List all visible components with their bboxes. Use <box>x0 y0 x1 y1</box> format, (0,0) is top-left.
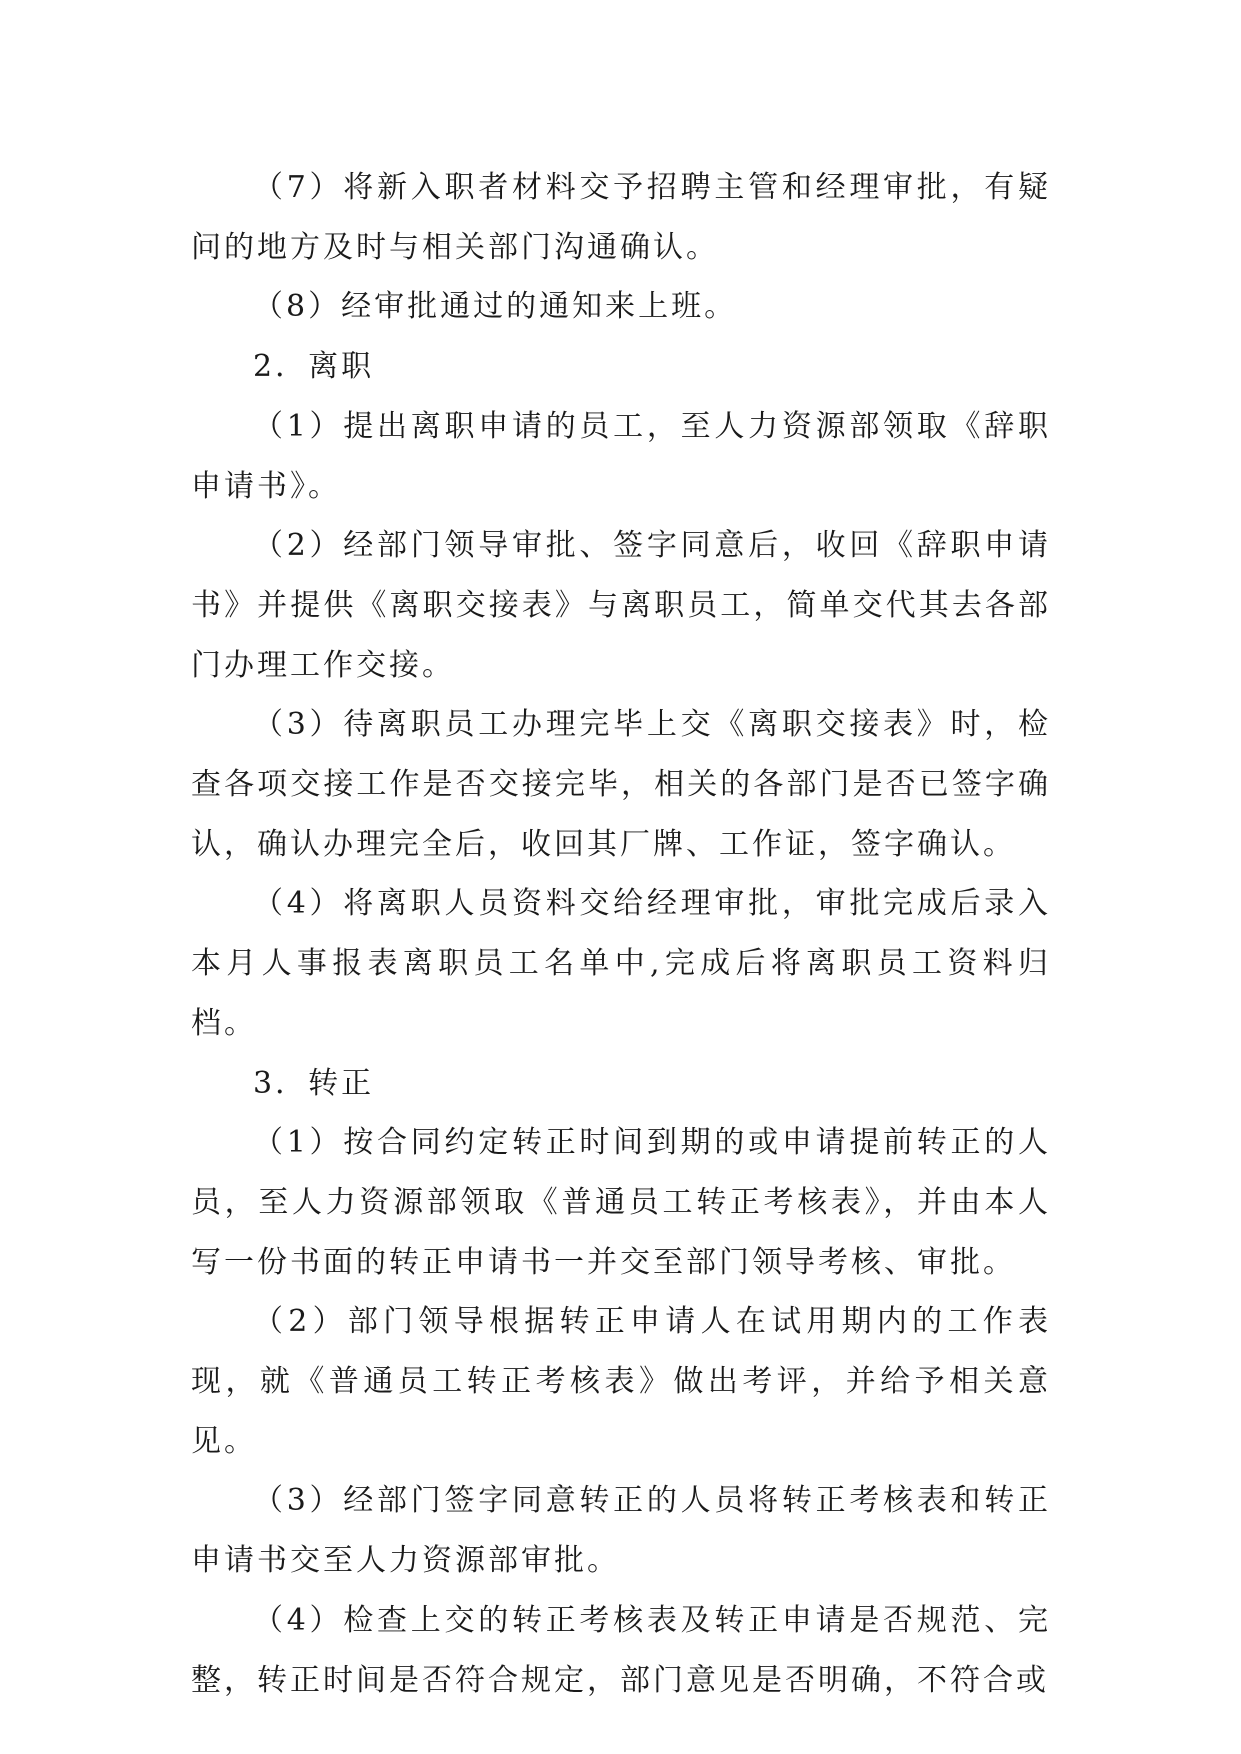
paragraph-regularization-step-1: （1）按合同约定转正时间到期的或申请提前转正的人员，至人力资源部领取《普通员工转正考核表》，并由本人写一份书面的转正申请书一并交至部门领导考核、审批。 <box>191 1125 1051 1280</box>
paragraph-resignation-step-2: （2）经部门领导审批、签字同意后，收回《辞职申请书》并提供《离职交接表》与离职员工，简单交代其去各部门办理工作交接。 <box>191 528 1051 683</box>
document-body <box>191 158 1051 1710</box>
paragraph-resignation-step-3: （3）待离职员工办理完毕上交《离职交接表》时，检查各项交接工作是否交接完毕，相关的各部门是否已签字确认，确认办理完全后，收回其厂牌、工作证，签字确认。 <box>191 707 1051 862</box>
paragraph-regularization-step-3: （3）经部门签字同意转正的人员将转正考核表和转正申请书交至人力资源部审批。 <box>191 1483 1051 1579</box>
paragraph-onboarding-step-8: （8）经审批通过的通知来上班。 <box>253 289 738 325</box>
paragraph-regularization-step-4: （4）检查上交的转正考核表及转正申请是否规范、完整，转正时间是否符合规定，部门意见是否明确，不符合或 <box>191 1602 1051 1698</box>
paragraph-regularization-step-2: （2）部门领导根据转正申请人在试用期内的工作表现，就《普通员工转正考核表》做出考评，并给予相关意见。 <box>191 1304 1051 1459</box>
paragraph-resignation-step-1: （1）提出离职申请的员工，至人力资源部领取《辞职申请书》。 <box>191 408 1051 504</box>
paragraph-resignation-step-4: （4）将离职人员资料交给经理审批，审批完成后录入本月人事报表离职员工名单中,完成后将离职员工资料归档。 <box>191 886 1051 1041</box>
section-heading-resignation: 2．离职 <box>253 349 375 385</box>
paragraph-onboarding-step-7: （7）将新入职者材料交予招聘主管和经理审批，有疑问的地方及时与相关部门沟通确认。 <box>191 170 1051 265</box>
section-heading-regularization: 3．转正 <box>253 1065 375 1101</box>
